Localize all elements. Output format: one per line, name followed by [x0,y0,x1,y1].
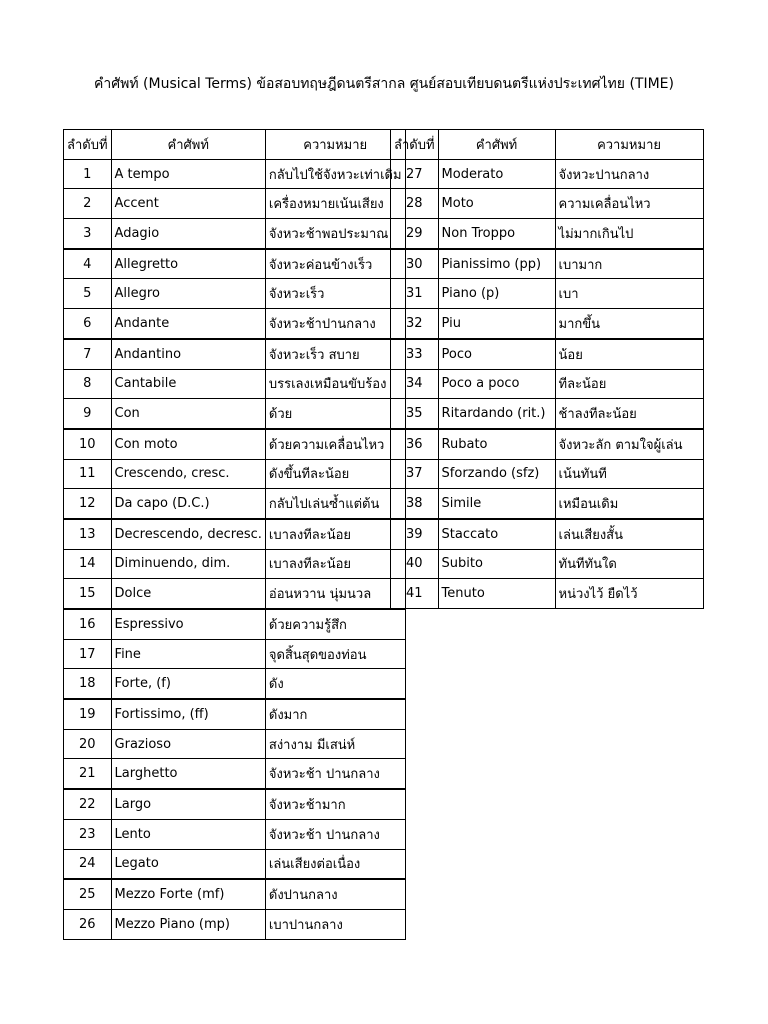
row-number: 5 [64,279,112,309]
row-term: Moto [438,189,555,219]
row-term: Simile [438,489,555,519]
row-term: Mezzo Piano (mp) [111,909,265,939]
table-row [64,309,406,339]
row-number: 33 [391,339,439,369]
table-row [64,219,406,249]
row-term: Non Troppo [438,219,555,249]
table-row [64,159,406,189]
row-term: Legato [111,849,265,879]
terms-table-right [390,129,704,609]
row-meaning: ดัง [265,669,405,699]
row-number: 32 [391,309,439,339]
table-row [391,579,704,609]
row-number: 1 [64,159,112,189]
row-meaning: ดังมาก [265,699,405,729]
row-number: 29 [391,219,439,249]
row-number: 35 [391,399,439,429]
header-meaning: ความหมาย [265,130,405,160]
row-number: 12 [64,489,112,519]
row-meaning: จังหวะช้าพอประมาณ [265,219,405,249]
table-row [64,489,406,519]
row-number: 4 [64,249,112,279]
table-row [64,549,406,579]
row-meaning: สง่างาม มีเสน่ห์ [265,729,405,759]
row-term: Subito [438,549,555,579]
row-number: 22 [64,789,112,819]
table-row [64,459,406,489]
row-meaning: ด้วย [265,399,405,429]
row-meaning: จังหวะช้ามาก [265,789,405,819]
row-term: Poco [438,339,555,369]
row-number: 26 [64,909,112,939]
row-number: 8 [64,369,112,399]
row-meaning: ด้วยความเคลื่อนไหว [265,429,405,459]
row-meaning: ทันทีทันใด [555,549,703,579]
table-header-row [64,130,406,160]
row-number: 25 [64,879,112,909]
table-row [64,669,406,699]
row-term: Andantino [111,339,265,369]
table-row [391,339,704,369]
row-number: 40 [391,549,439,579]
row-term: Mezzo Forte (mf) [111,879,265,909]
row-term: Accent [111,189,265,219]
row-number: 9 [64,399,112,429]
table-row [64,369,406,399]
row-term: Forte, (f) [111,669,265,699]
row-term: Decrescendo, decresc. [111,519,265,549]
table-row [391,219,704,249]
table-row [64,399,406,429]
row-meaning: หน่วงไว้ ยืดไว้ [555,579,703,609]
table-row [64,729,406,759]
row-term: Fine [111,639,265,669]
row-meaning: เล่นเสียงต่อเนื่อง [265,849,405,879]
row-term: Largo [111,789,265,819]
row-meaning: เน้นทันที [555,459,703,489]
row-term: Grazioso [111,729,265,759]
row-term: Lento [111,819,265,849]
table-row [64,249,406,279]
row-number: 3 [64,219,112,249]
row-meaning: จังหวะช้า ปานกลาง [265,819,405,849]
row-meaning: เบาปานกลาง [265,909,405,939]
row-term: Moderato [438,159,555,189]
row-term: Poco a poco [438,369,555,399]
row-term: Allegro [111,279,265,309]
table-row [391,519,704,549]
row-term: A tempo [111,159,265,189]
row-number: 18 [64,669,112,699]
row-term: Ritardando (rit.) [438,399,555,429]
row-meaning: จุดสิ้นสุดของท่อน [265,639,405,669]
header-meaning: ความหมาย [555,130,703,160]
row-meaning: เบาลงทีละน้อย [265,549,405,579]
row-term: Espressivo [111,609,265,639]
row-number: 36 [391,429,439,459]
row-term: Rubato [438,429,555,459]
row-meaning: กลับไปเล่นซ้ำแต่ต้น [265,489,405,519]
row-meaning: มากขึ้น [555,309,703,339]
row-number: 16 [64,609,112,639]
row-term: Pianissimo (pp) [438,249,555,279]
row-meaning: อ่อนหวาน นุ่มนวล [265,579,405,609]
row-meaning: จังหวะเร็ว สบาย [265,339,405,369]
table-row [391,309,704,339]
row-number: 24 [64,849,112,879]
table-row [391,549,704,579]
row-number: 20 [64,729,112,759]
header-term: คำศัพท์ [438,130,555,160]
row-meaning: จังหวะค่อนข้างเร็ว [265,249,405,279]
row-meaning: เบา [555,279,703,309]
row-term: Staccato [438,519,555,549]
row-meaning: กลับไปใช้จังหวะเท่าเดิม [265,159,405,189]
row-meaning: เบามาก [555,249,703,279]
row-term: Fortissimo, (ff) [111,699,265,729]
row-number: 21 [64,759,112,789]
header-number: ลำดับที่ [64,130,112,160]
row-meaning: จังหวะเร็ว [265,279,405,309]
table-row [64,759,406,789]
row-meaning: เบาลงทีละน้อย [265,519,405,549]
row-meaning: จังหวะลัก ตามใจผู้เล่น [555,429,703,459]
table-row [391,279,704,309]
row-meaning: ช้าลงทีละน้อย [555,399,703,429]
row-term: Con moto [111,429,265,459]
row-term: Diminuendo, dim. [111,549,265,579]
row-term: Dolce [111,579,265,609]
row-meaning: เหมือนเดิม [555,489,703,519]
table-row [64,639,406,669]
header-term: คำศัพท์ [111,130,265,160]
row-term: Piano (p) [438,279,555,309]
row-term: Crescendo, cresc. [111,459,265,489]
row-meaning: จังหวะช้า ปานกลาง [265,759,405,789]
row-meaning: จังหวะช้าปานกลาง [265,309,405,339]
row-meaning: น้อย [555,339,703,369]
row-number: 27 [391,159,439,189]
row-number: 17 [64,639,112,669]
terms-table-left [63,129,406,940]
row-term: Sforzando (sfz) [438,459,555,489]
row-meaning: ด้วยความรู้สึก [265,609,405,639]
row-number: 34 [391,369,439,399]
row-number: 11 [64,459,112,489]
table-header-row [391,130,704,160]
row-meaning: ดังขึ้นทีละน้อย [265,459,405,489]
table-row [391,159,704,189]
row-number: 7 [64,339,112,369]
row-number: 15 [64,579,112,609]
table-row [64,909,406,939]
table-row [64,519,406,549]
row-term: Da capo (D.C.) [111,489,265,519]
row-term: Tenuto [438,579,555,609]
row-term: Con [111,399,265,429]
row-term: Andante [111,309,265,339]
row-term: Piu [438,309,555,339]
table-row [64,699,406,729]
row-number: 19 [64,699,112,729]
row-number: 2 [64,189,112,219]
table-row [64,189,406,219]
row-term: Larghetto [111,759,265,789]
row-number: 28 [391,189,439,219]
row-meaning: เครื่องหมายเน้นเสียง [265,189,405,219]
row-number: 37 [391,459,439,489]
table-row [64,609,406,639]
table-row [391,189,704,219]
header-number: ลำดับที่ [391,130,439,160]
row-meaning: ความเคลื่อนไหว [555,189,703,219]
row-number: 10 [64,429,112,459]
row-number: 39 [391,519,439,549]
table-row [64,789,406,819]
row-meaning: ไม่มากเกินไป [555,219,703,249]
row-number: 23 [64,819,112,849]
row-meaning: ดังปานกลาง [265,879,405,909]
table-row [64,429,406,459]
table-row [64,579,406,609]
table-row [391,249,704,279]
table-row [391,489,704,519]
row-term: Allegretto [111,249,265,279]
row-meaning: บรรเลงเหมือนขับร้อง [265,369,405,399]
row-number: 30 [391,249,439,279]
row-meaning: จังหวะปานกลาง [555,159,703,189]
table-row [64,879,406,909]
table-row [64,849,406,879]
row-number: 14 [64,549,112,579]
table-row [391,459,704,489]
row-meaning: ทีละน้อย [555,369,703,399]
table-row [391,369,704,399]
row-term: Cantabile [111,369,265,399]
table-row [391,429,704,459]
row-number: 31 [391,279,439,309]
page-title: คำศัพท์ (Musical Terms) ข้อสอบทฤษฎีดนตรีสากล ศูนย์สอบเทียบดนตรีแห่งประเทศไทย (TIME) [94,76,674,92]
row-meaning: เล่นเสียงสั้น [555,519,703,549]
table-row [64,279,406,309]
row-term: Adagio [111,219,265,249]
row-number: 41 [391,579,439,609]
table-row [64,819,406,849]
row-number: 6 [64,309,112,339]
row-number: 13 [64,519,112,549]
row-number: 38 [391,489,439,519]
table-row [391,399,704,429]
table-row [64,339,406,369]
